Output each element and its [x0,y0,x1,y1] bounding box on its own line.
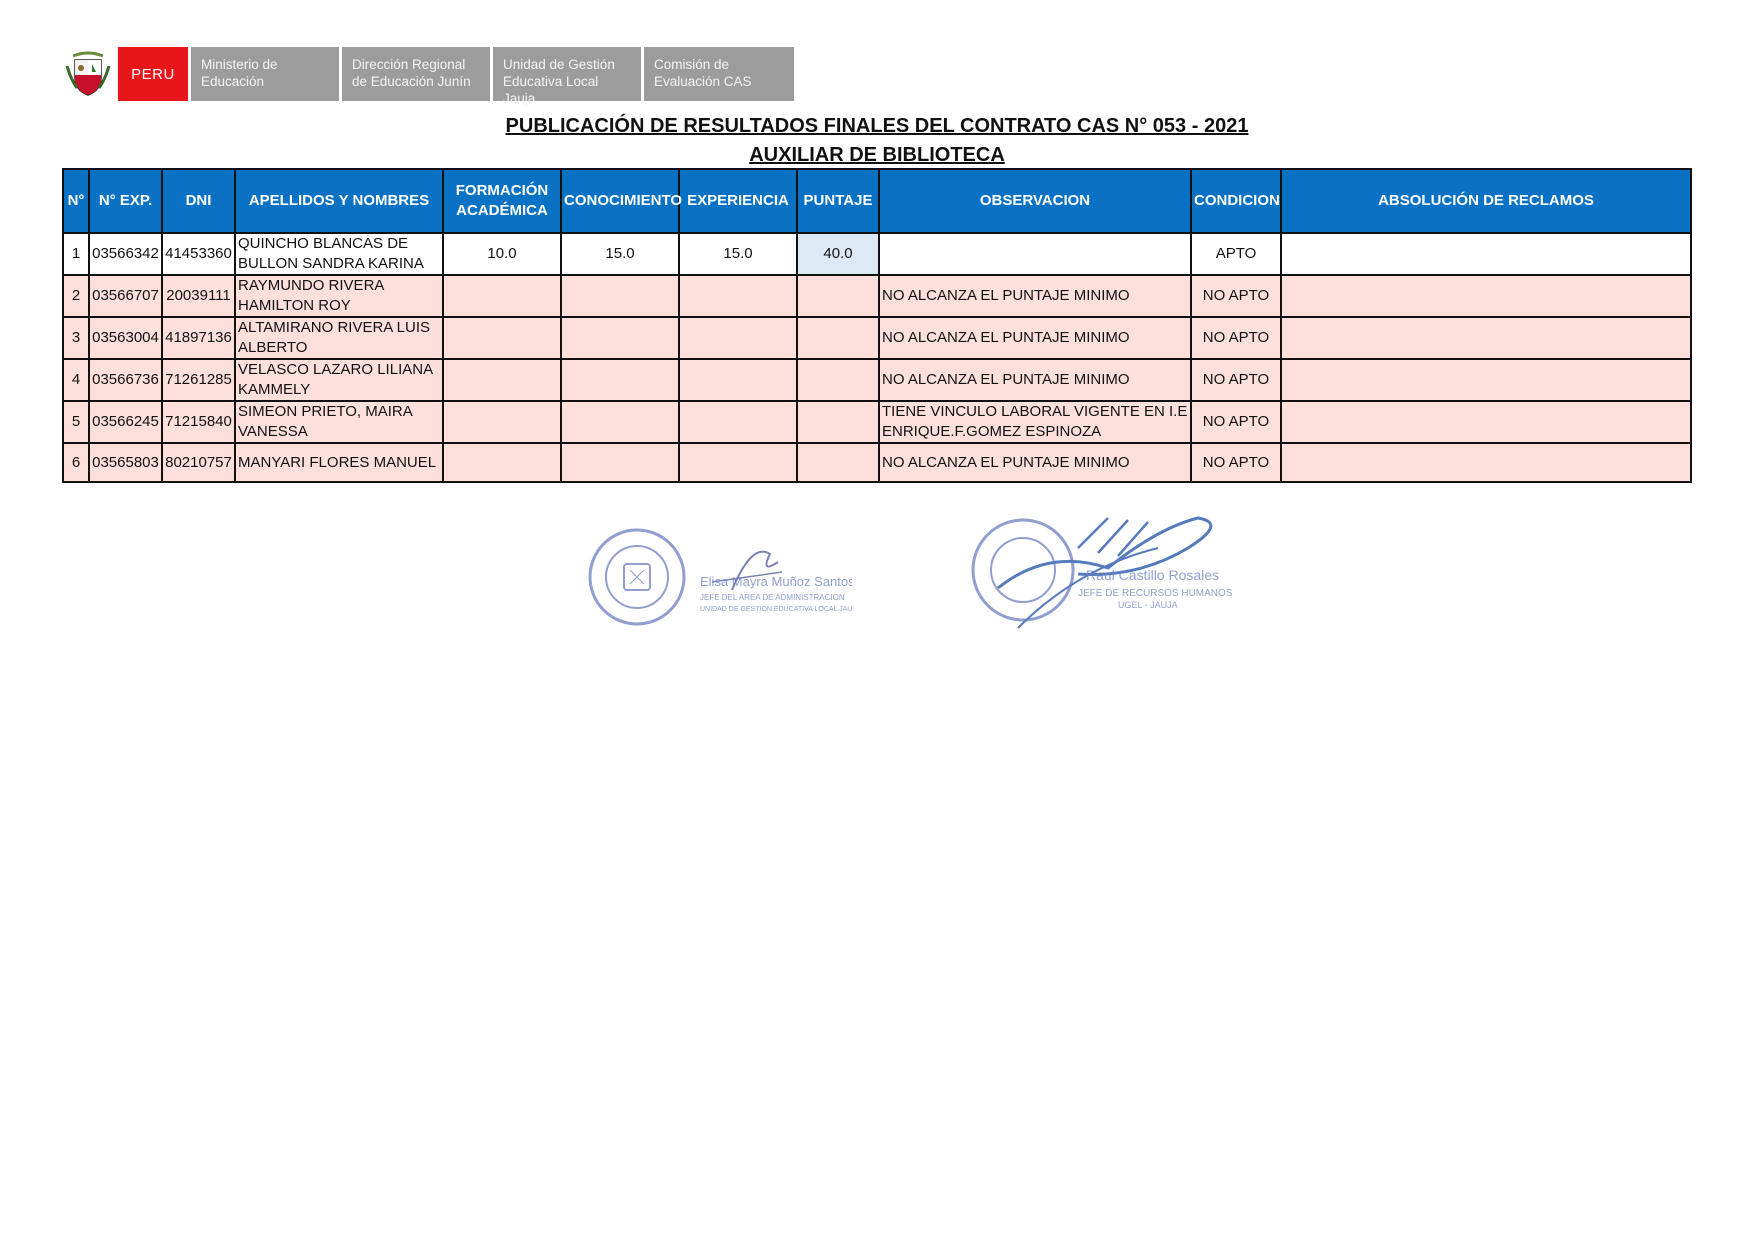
official-stamp-icon [582,522,852,632]
cell-exp: 03566342 [89,233,162,275]
cell-observacion: NO ALCANZA EL PUNTAJE MINIMO [879,317,1191,359]
cell-experiencia [679,401,797,443]
cell-name: SIMEON PRIETO, MAIRA VANESSA [235,401,443,443]
svg-text:JEFE DEL AREA DE ADMINISTRACIO: JEFE DEL AREA DE ADMINISTRACION [700,593,845,602]
cell-dni: 71261285 [162,359,235,401]
cell-n: 1 [63,233,89,275]
cell-formacion [443,443,561,482]
table-row [63,359,1691,401]
col-header-puntaje: PUNTAJE [797,169,879,233]
col-header-n: N° [63,169,89,233]
header-block-ministerio: Ministerio de Educación [191,47,339,101]
table-row [63,401,1691,443]
cell-experiencia [679,275,797,317]
col-header-conocimiento: CONOCIMIENTO [561,169,679,233]
cell-experiencia [679,443,797,482]
col-header-formacion: FORMACIÓN ACADÉMICA [443,169,561,233]
header-block-direccion: Dirección Regional de Educación Junín [342,47,490,101]
table-row [63,443,1691,482]
cell-dni: 41453360 [162,233,235,275]
peru-coat-of-arms-icon [62,47,114,101]
cell-formacion: 10.0 [443,233,561,275]
peru-label: PERU [118,47,188,101]
col-header-observacion: OBSERVACION [879,169,1191,233]
table-row [63,233,1691,275]
cell-formacion [443,317,561,359]
page-subtitle: AUXILIAR DE BIBLIOTECA [749,144,1005,166]
cell-observacion [879,233,1191,275]
cell-name: RAYMUNDO RIVERA HAMILTON ROY [235,275,443,317]
cell-puntaje [797,275,879,317]
cell-condicion: APTO [1191,233,1281,275]
cell-exp: 03565803 [89,443,162,482]
cell-formacion [443,359,561,401]
cell-name: VELASCO LAZARO LILIANA KAMMELY [235,359,443,401]
signature-left [582,522,852,632]
cell-exp: 03563004 [89,317,162,359]
cell-condicion: NO APTO [1191,317,1281,359]
official-stamp-icon [958,508,1258,643]
cell-observacion: NO ALCANZA EL PUNTAJE MINIMO [879,443,1191,482]
cell-exp: 03566736 [89,359,162,401]
cell-observacion: TIENE VINCULO LABORAL VIGENTE EN I.E ENRIQUE.F.GOMEZ ESPINOZA [879,401,1191,443]
cell-n: 6 [63,443,89,482]
col-header-exp: N° EXP. [89,169,162,233]
col-header-name: APELLIDOS Y NOMBRES [235,169,443,233]
cell-condicion: NO APTO [1191,359,1281,401]
cell-experiencia [679,317,797,359]
col-header-condicion: CONDICION [1191,169,1281,233]
svg-text:UGEL - JAUJA: UGEL - JAUJA [1118,600,1178,610]
cell-reclamos [1281,275,1691,317]
header-block-ugel: Unidad de Gestión Educativa Local Jauja [493,47,641,101]
cell-observacion: NO ALCANZA EL PUNTAJE MINIMO [879,275,1191,317]
svg-text:Elisa Mayra Muñoz Santos: Elisa Mayra Muñoz Santos [700,574,852,589]
signature-right [958,508,1258,643]
cell-dni: 20039111 [162,275,235,317]
cell-condicion: NO APTO [1191,275,1281,317]
cell-conocimiento [561,401,679,443]
cell-reclamos [1281,443,1691,482]
header-banner [62,47,794,106]
cell-exp: 03566707 [89,275,162,317]
cell-name: ALTAMIRANO RIVERA LUIS ALBERTO [235,317,443,359]
cell-puntaje [797,359,879,401]
cell-puntaje [797,317,879,359]
cell-experiencia: 15.0 [679,233,797,275]
cell-reclamos [1281,233,1691,275]
cell-conocimiento [561,359,679,401]
cell-name: QUINCHO BLANCAS DE BULLON SANDRA KARINA [235,233,443,275]
cell-n: 2 [63,275,89,317]
svg-text:Raul Castillo Rosales: Raul Castillo Rosales [1086,567,1220,583]
col-header-experiencia: EXPERIENCIA [679,169,797,233]
cell-name: MANYARI FLORES MANUEL [235,443,443,482]
cell-condicion: NO APTO [1191,401,1281,443]
header-block-comision: Comisión de Evaluación CAS [644,47,794,101]
cell-n: 5 [63,401,89,443]
cell-reclamos [1281,359,1691,401]
table-row [63,275,1691,317]
cell-exp: 03566245 [89,401,162,443]
cell-dni: 41897136 [162,317,235,359]
cell-reclamos [1281,317,1691,359]
cell-n: 3 [63,317,89,359]
cell-formacion [443,401,561,443]
cell-conocimiento [561,317,679,359]
svg-text:JEFE DE RECURSOS HUMANOS: JEFE DE RECURSOS HUMANOS [1078,588,1233,599]
cell-puntaje [797,401,879,443]
results-table [62,168,1692,483]
table-row [63,317,1691,359]
cell-puntaje [797,443,879,482]
cell-formacion [443,275,561,317]
cell-puntaje: 40.0 [797,233,879,275]
cell-conocimiento: 15.0 [561,233,679,275]
page-title: PUBLICACIÓN DE RESULTADOS FINALES DEL CONTRATO CAS N° 053 - 2021 [505,115,1249,137]
cell-dni: 71215840 [162,401,235,443]
svg-text:UNIDAD DE GESTION EDUCATIVA LO: UNIDAD DE GESTION EDUCATIVA LOCAL JAUJA [700,606,852,613]
cell-experiencia [679,359,797,401]
cell-observacion: NO ALCANZA EL PUNTAJE MINIMO [879,359,1191,401]
table-header-row [63,169,1691,233]
cell-dni: 80210757 [162,443,235,482]
cell-reclamos [1281,401,1691,443]
col-header-dni: DNI [162,169,235,233]
col-header-reclamos: ABSOLUCIÓN DE RECLAMOS [1281,169,1691,233]
cell-conocimiento [561,275,679,317]
cell-conocimiento [561,443,679,482]
cell-n: 4 [63,359,89,401]
cell-condicion: NO APTO [1191,443,1281,482]
